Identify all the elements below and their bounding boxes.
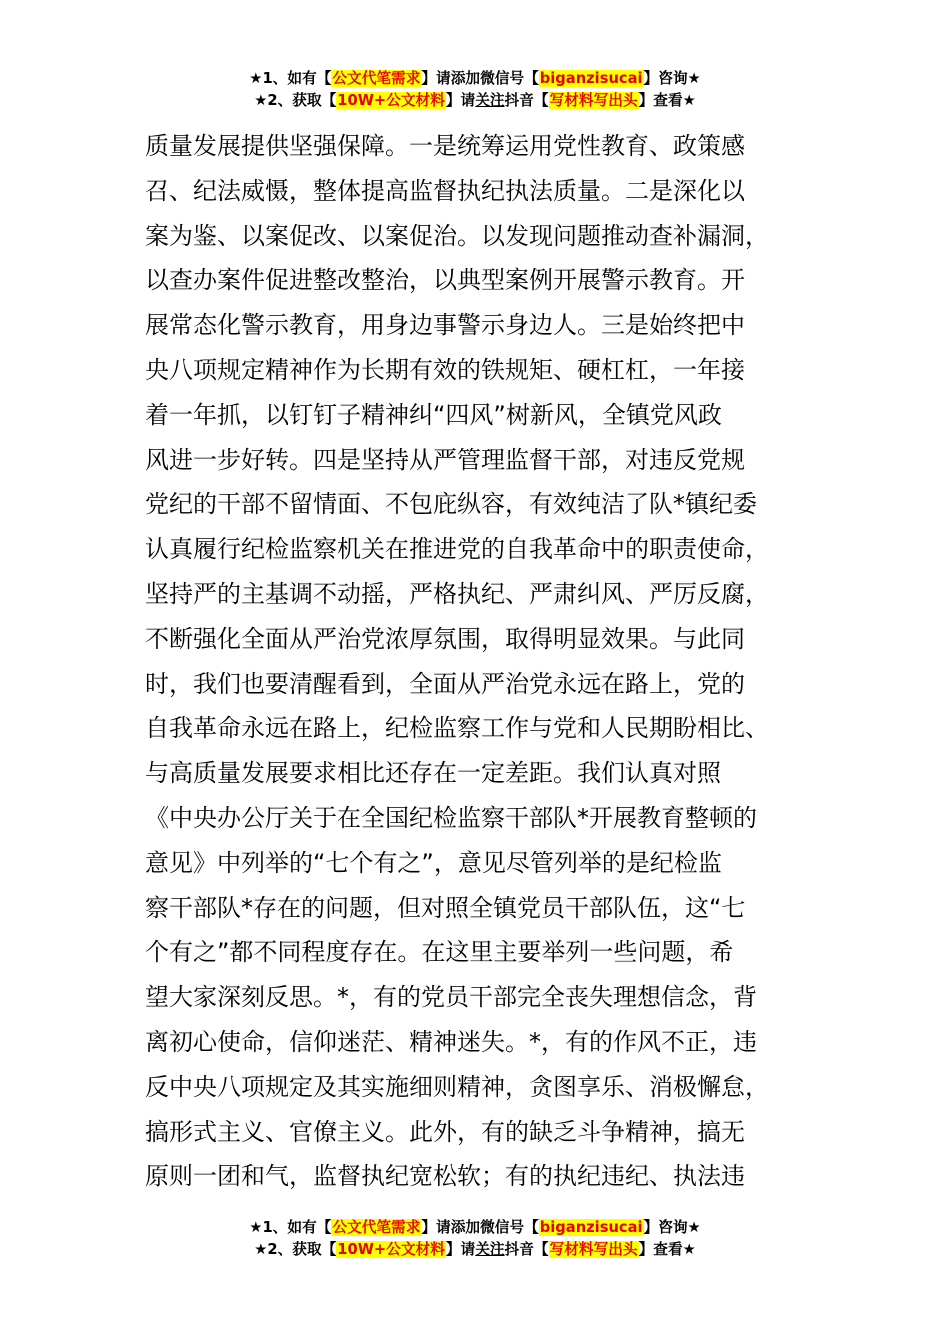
follow-underlined: 关注 (475, 1241, 505, 1258)
body-line: 原则一团和气，监督执纪宽松软；有的执纪违纪、执法违 (145, 1162, 745, 1191)
body-line: 不断强化全面从严治党浓厚氛围，取得明显效果。与此同 (145, 624, 745, 653)
body-line: 时，我们也要清醒看到，全面从严治党永远在路上，党的 (145, 669, 745, 698)
follow-underlined: 关注 (475, 92, 505, 109)
body-line: 自我革命永远在路上，纪检监察工作与党和人民期盼相比、 (145, 714, 769, 743)
footer-line-2: ★2、获取【10W+公文材料】请关注抖音【写材料写出头】查看★ (254, 1241, 696, 1258)
body-line: 以查办案件促进整改整治，以典型案例开展警示教育。开 (145, 266, 745, 295)
header-line-1: ★1、如有【公文代笔需求】请添加微信号【biganzisucai】咨询★ (249, 70, 701, 87)
body-line: 坚持严的主基调不动摇，严格执纪、严肃纠风、严厉反腐， (145, 579, 769, 608)
highlight-materials: 10W+公文材料 (337, 1241, 445, 1258)
header-line-2: ★2、获取【10W+公文材料】请关注抖音【写材料写出头】查看★ (254, 92, 696, 109)
body-line: 党纪的干部不留情面、不包庇纵容，有效纯洁了队*镇纪委 (145, 490, 757, 519)
highlight-wechat-id: biganzisucai (539, 1219, 643, 1236)
body-line: 认真履行纪检监察机关在推进党的自我革命中的职责使命， (145, 535, 769, 564)
body-line: 召、纪法威慑，整体提高监督执纪执法质量。二是深化以 (145, 176, 745, 205)
footer-banner (0, 1217, 950, 1261)
body-line: 案为鉴、以案促改、以案促治。以发现问题推动查补漏洞， (145, 221, 769, 250)
body-line: 离初心使命，信仰迷茫、精神迷失。*，有的作风不正，违 (145, 1027, 757, 1056)
body-line: 搞形式主义、官僚主义。此外，有的缺乏斗争精神，搞无 (145, 1117, 745, 1146)
body-line: 望大家深刻反思。*，有的党员干部完全丧失理想信念，背 (145, 983, 757, 1012)
highlight-douyin: 写材料写出头 (549, 92, 638, 109)
document-body (145, 124, 807, 1199)
highlight-service: 公文代笔需求 (332, 1219, 421, 1236)
body-line: 《中央办公厅关于在全国纪检监察干部队*开展教育整顿的 (145, 803, 757, 832)
body-line: 风进一步好转。四是坚持从严管理监督干部，对违反党规 (145, 445, 745, 474)
highlight-wechat-id: biganzisucai (539, 70, 643, 87)
highlight-douyin: 写材料写出头 (549, 1241, 638, 1258)
body-line: 展常态化警示教育，用身边事警示身边人。三是始终把中 (145, 311, 745, 340)
body-line: 央八项规定精神作为长期有效的铁规矩、硬杠杠，一年接 (145, 355, 745, 384)
body-line: 个有之”都不同程度存在。在这里主要举列一些问题，希 (145, 938, 734, 967)
body-line: 质量发展提供坚强保障。一是统筹运用党性教育、政策感 (145, 132, 745, 160)
body-line: 察干部队*存在的问题，但对照全镇党员干部队伍，这“七 (145, 893, 746, 922)
body-line: 与高质量发展要求相比还存在一定差距。我们认真对照 (145, 759, 721, 788)
body-line: 反中央八项规定及其实施细则精神，贪图享乐、消极懈怠， (145, 1072, 769, 1101)
header-banner (0, 68, 950, 112)
footer-line-1: ★1、如有【公文代笔需求】请添加微信号【biganzisucai】咨询★ (249, 1219, 701, 1236)
highlight-service: 公文代笔需求 (332, 70, 421, 87)
body-line: 意见》中列举的“七个有之”，意见尽管列举的是纪检监 (145, 848, 722, 877)
body-line: 着一年抓，以钉钉子精神纠“四风”树新风，全镇党风政 (145, 400, 722, 429)
highlight-materials: 10W+公文材料 (337, 92, 445, 109)
